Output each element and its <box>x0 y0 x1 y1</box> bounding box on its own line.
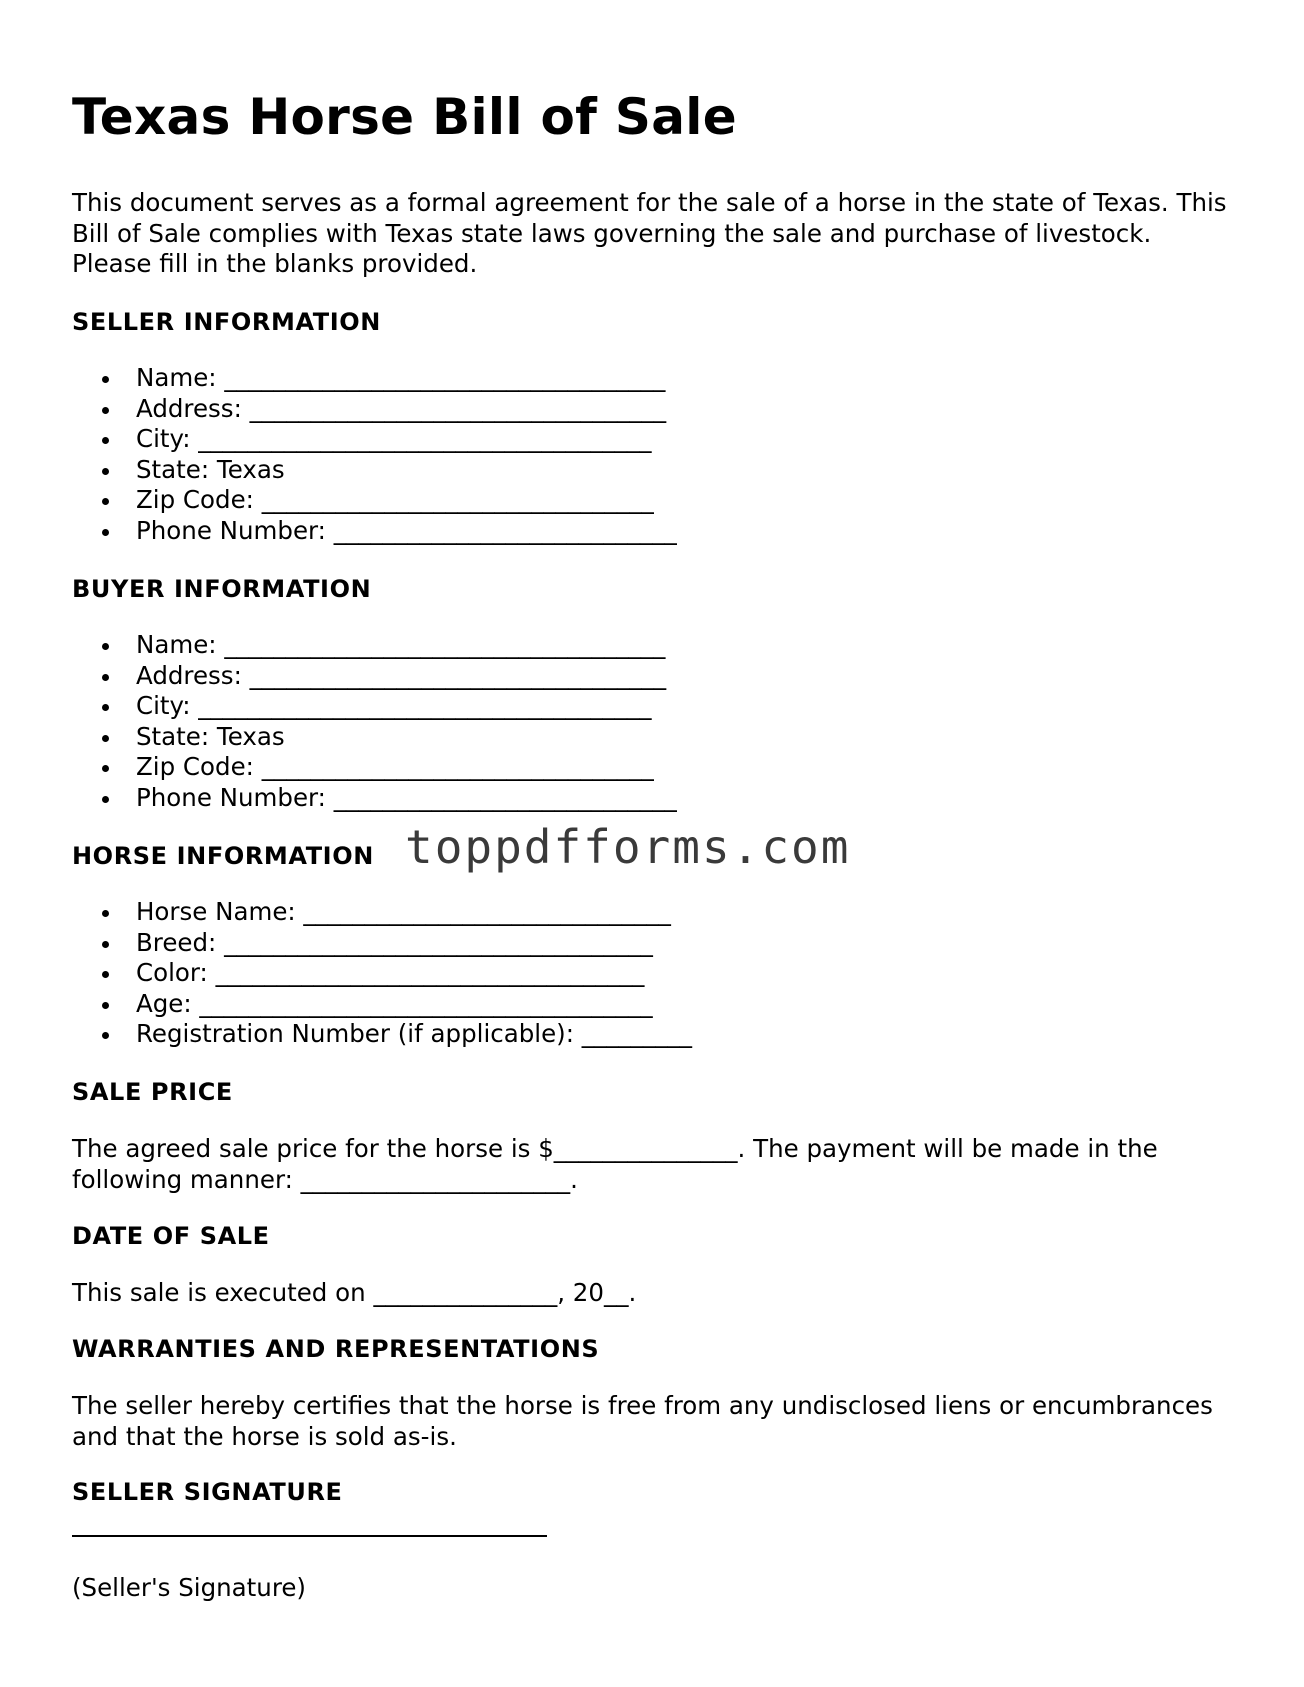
seller-signature-caption: (Seller's Signature) <box>72 1573 306 1602</box>
buyer-address-field[interactable]: Address: __________________________________ <box>102 661 677 692</box>
intro-paragraph: This document serves as a formal agreement for the sale of a horse in the state of Texas. This Bill of Sale complies with Texas state laws governing the sale and purchase of livestock. Please fill in the blanks provided. <box>72 188 1227 278</box>
page-title: Texas Horse Bill of Sale <box>72 88 737 146</box>
seller-name-field[interactable]: Name: ____________________________________ <box>102 363 677 394</box>
buyer-heading: BUYER INFORMATION <box>72 575 372 603</box>
seller-heading: SELLER INFORMATION <box>72 308 381 336</box>
horse-color-field[interactable]: Color: ___________________________________ <box>102 958 692 989</box>
seller-fields <box>102 363 677 546</box>
seller-zip-field[interactable]: Zip Code: ________________________________ <box>102 485 677 516</box>
buyer-phone-field[interactable]: Phone Number: ____________________________ <box>102 783 677 814</box>
date-of-sale-text[interactable]: This sale is executed on _______________, 20__. <box>72 1278 637 1307</box>
buyer-city-field[interactable]: City: _____________________________________ <box>102 691 677 722</box>
seller-signature-line[interactable] <box>72 1535 547 1537</box>
horse-fields <box>102 897 692 1050</box>
date-of-sale-heading: DATE OF SALE <box>72 1222 270 1250</box>
horse-heading: HORSE INFORMATION <box>72 842 374 870</box>
seller-state-field: State: Texas <box>102 455 677 486</box>
watermark-text: toppdfforms.com <box>405 820 851 874</box>
seller-address-field[interactable]: Address: __________________________________ <box>102 394 677 425</box>
horse-breed-field[interactable]: Breed: ___________________________________ <box>102 928 692 959</box>
seller-phone-field[interactable]: Phone Number: ____________________________ <box>102 516 677 547</box>
warranties-heading: WARRANTIES AND REPRESENTATIONS <box>72 1335 600 1363</box>
buyer-fields <box>102 630 677 813</box>
horse-name-field[interactable]: Horse Name: ______________________________ <box>102 897 692 928</box>
buyer-state-field: State: Texas <box>102 722 677 753</box>
horse-age-field[interactable]: Age: _____________________________________ <box>102 989 692 1020</box>
seller-city-field[interactable]: City: _____________________________________ <box>102 424 677 455</box>
sale-price-text[interactable]: The agreed sale price for the horse is $_______________. The payment will be made in the following manner: ______________________. <box>72 1134 1158 1194</box>
sale-price-heading: SALE PRICE <box>72 1078 233 1106</box>
horse-registration-field[interactable]: Registration Number (if applicable): _________ <box>102 1019 692 1050</box>
buyer-name-field[interactable]: Name: ____________________________________ <box>102 630 677 661</box>
seller-signature-heading: SELLER SIGNATURE <box>72 1478 343 1506</box>
warranties-text: The seller hereby certifies that the horse is free from any undisclosed liens or encumbrances and that the horse is sold as-is. <box>72 1391 1213 1451</box>
buyer-zip-field[interactable]: Zip Code: ________________________________ <box>102 752 677 783</box>
